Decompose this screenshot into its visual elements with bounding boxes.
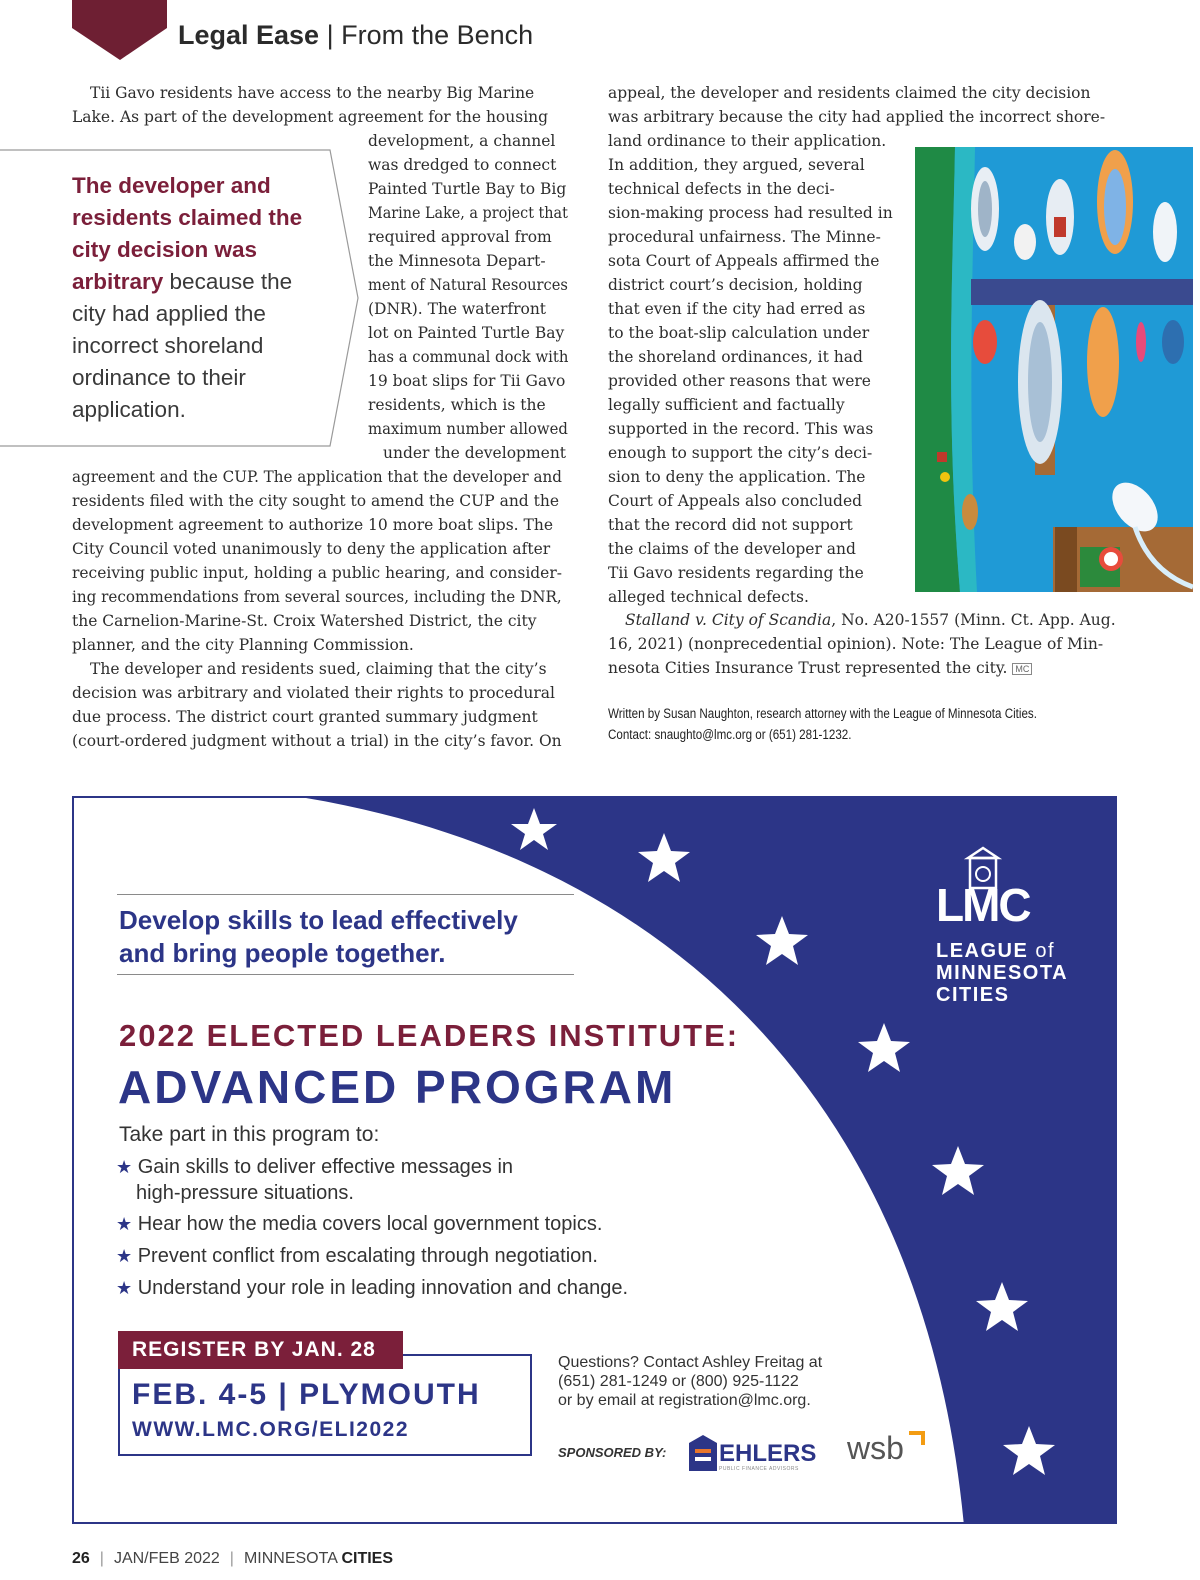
eli-advertisement [72,796,1117,1524]
sponsor-ehlers-tagline: PUBLIC FINANCE ADVISORS [719,1466,799,1472]
article-text-line: The developer and residents sued, claiming that the city’s [90,660,547,678]
article-text-line: development, a channel [368,132,556,150]
article-text-line: residents filed with the city sought to amend the CUP and the [72,492,560,510]
article-text-line: ment of Natural Resources [368,276,568,294]
page-number: 26 [72,1550,90,1567]
issue-date: JAN/FEB 2022 [113,1550,220,1567]
article-text-line: that the record did not support [608,516,853,534]
lmc-name-line-3: CITIES [936,984,1010,1006]
article-text-line: City Council voted unanimously to deny the application after [72,540,551,558]
article-text-line: Court of Appeals also concluded [608,492,863,510]
article-text-line: Tii Gavo residents regarding the [608,564,864,582]
questions-line: Questions? Contact Ashley Freitag at [558,1354,823,1371]
citation-line-3: nesota Cities Insurance Trust represented the city. MC [608,656,1032,680]
magazine-name: MINNESOTA CITIES [243,1550,393,1567]
sponsored-by-label: SPONSORED BY: [558,1445,667,1460]
pull-quote-bold: The developer and residents claimed the city decision was arbitrary [72,173,303,294]
lmc-name-line-1: LEAGUE of [936,940,1056,962]
citation-case-name: Stalland v. City of Scandia [625,611,832,629]
star-bullet-icon: ★ [116,1246,133,1266]
article-text-line: development agreement to authorize 10 more boat slips. The [72,516,553,534]
article-text-line: Tii Gavo residents have access to the nearby Big Marine [90,84,535,102]
article-text-line: under the development [383,444,567,462]
byline-contact: Contact: snaughto@lmc.org or (651) 281-1232. [608,727,852,742]
article-text-line: the Carnelion-Marine-St. Croix Watershed District, the city [72,612,537,630]
tagline-rule-top [117,894,574,895]
article-text-line: the shoreland ordinances, it had [608,348,863,366]
bullet-item: ★ Gain skills to deliver effective messages in high-pressure situations. [116,1156,514,1204]
article-text-line: In addition, they argued, several [608,156,865,174]
program-intro: Take part in this program to: [119,1123,380,1146]
bullet-item: ★ Hear how the media covers local government topics. [116,1213,603,1235]
wsb-arrow-icon [907,1431,925,1447]
article-text-line: appeal, the developer and residents claimed the city decision [608,84,1091,102]
lmc-name-line-2: MINNESOTA [936,962,1069,984]
article-text-line: due process. The district court granted summary judgment [72,708,538,726]
questions-line: (651) 281-1249 or (800) 925-1122 [558,1373,799,1390]
article-text-line: procedural unfairness. The Minne- [608,228,881,246]
bullet-item: ★ Understand your role in leading innovation and change. [116,1277,629,1299]
lmc-logo: LMC [936,879,1030,931]
ehlers-logo-icon [689,1435,717,1471]
star-bullet-icon: ★ [116,1278,133,1298]
article-text-line: planner, and the city Planning Commission. [72,636,414,654]
article-text-line: residents, which is the [368,396,546,414]
article-text-line: has a communal dock with [368,348,569,366]
article-text-line: technical defects in the deci- [608,180,835,198]
section-title: Legal Ease [178,20,320,50]
citation-line-1: Stalland v. City of Scandia, No. A20-1557 (Minn. Ct. App. Aug. [625,611,1116,629]
article-text-line: the Minnesota Depart- [368,252,546,270]
article-text-line: supported in the record. This was [608,420,874,438]
article-text-line: sota Court of Appeals affirmed the [608,252,880,270]
article-text-line: 19 boat slips for Tii Gavo [368,372,566,390]
article-text-line: Lake. As part of the development agreement for the housing [72,108,549,126]
event-url-link[interactable]: WWW.LMC.ORG/ELI2022 [132,1418,410,1441]
byline: Written by Susan Naughton, research attorney with the League of Minnesota Cities. [608,706,1037,721]
end-mark-icon: MC [1012,663,1032,675]
article-text-line: sion-making process had resulted in [608,204,893,222]
article-text-line: maximum number allowed [368,420,568,438]
header-tab-shape [72,0,167,60]
article-text-line: district court’s decision, holding [608,276,863,294]
article-text-line: was arbitrary because the city had applied the incorrect shore- [608,108,1106,126]
article-text-line: (court-ordered judgment without a trial) in the city’s favor. On [72,732,562,750]
article-text-line: receiving public input, holding a public hearing, and consider- [72,564,562,582]
article-text-line: lot on Painted Turtle Bay [368,324,565,342]
register-deadline: REGISTER BY JAN. 28 [132,1338,376,1361]
questions-line[interactable]: or by email at registration@lmc.org. [558,1392,811,1409]
program-eyebrow: 2022 ELECTED LEADERS INSTITUTE: [119,1018,740,1053]
article-text-line: agreement and the CUP. The application that the developer and [72,468,562,486]
star-bullet-icon: ★ [116,1214,133,1234]
section-subtitle: From the Bench [341,20,534,50]
tagline: Develop skills to lead effectively and bring people together. [119,905,518,968]
pull-quote [72,170,332,426]
article-text-line: land ordinance to their application. [608,132,887,150]
article-text-line: legally sufficient and factually [608,396,845,414]
page-footer: 26 | JAN/FEB 2022 | MINNESOTA CITIES [72,1550,393,1567]
sponsor-ehlers: EHLERS [719,1440,817,1467]
article-text-line: the claims of the developer and [608,540,856,558]
citation-line-2: 16, 2021) (nonprecedential opinion). Note: The League of Min- [608,635,1104,653]
pull-quote-rest: because the city had applied the incorrect shoreland ordinance to their application. [72,269,293,422]
sponsor-wsb: wsb [847,1430,904,1466]
article-text-line: required approval from [368,228,552,246]
star-bullet-icon: ★ [116,1157,133,1177]
tagline-rule-bottom [117,974,574,975]
article-text-line: Painted Turtle Bay to Big [368,180,567,198]
article-text-line: to the boat-slip calculation under [608,324,870,342]
article-text-line: ing recommendations from several sources, including the DNR, [72,588,562,606]
marina-illustration [915,147,1193,592]
article-text-line: was dredged to connect [368,156,557,174]
article-text-line: enough to support the city’s deci- [608,444,873,462]
bullet-item: ★ Prevent conflict from escalating through negotiation. [116,1245,598,1267]
article-text-line: alleged technical defects. [608,588,809,606]
article-text-line: Marine Lake, a project that [368,204,568,222]
event-date-location: FEB. 4-5 | PLYMOUTH [132,1378,481,1411]
article-text-line: that even if the city had erred as [608,300,866,318]
section-header: Legal Ease | From the Bench [178,20,534,50]
article-text-line: sion to deny the application. The [608,468,866,486]
article-text-line: decision was arbitrary and violated their rights to procedural [72,684,555,702]
article-text-line: (DNR). The waterfront [368,300,547,318]
article-text-line: provided other reasons that were [608,372,871,390]
program-title: ADVANCED PROGRAM [118,1061,677,1113]
